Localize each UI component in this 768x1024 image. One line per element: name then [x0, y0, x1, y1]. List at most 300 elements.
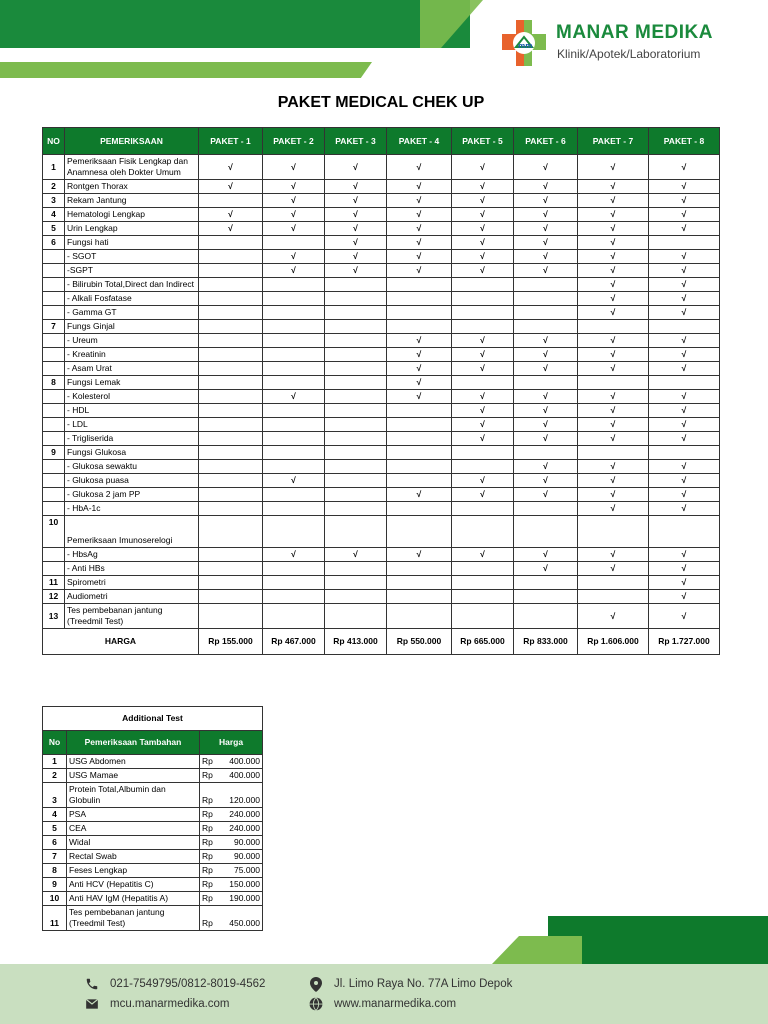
row-number: 6: [43, 236, 65, 250]
empty-cell: [263, 460, 325, 474]
price-value: 450.000: [229, 918, 260, 928]
currency: Rp: [202, 893, 213, 903]
check-mark: √: [578, 460, 649, 474]
exam-name: - Glukosa 2 jam PP: [65, 488, 199, 502]
check-mark: √: [649, 562, 720, 576]
empty-cell: [199, 404, 263, 418]
price-value: 400.000: [229, 770, 260, 780]
empty-cell: [263, 604, 325, 629]
additional-row: [43, 822, 263, 836]
empty-cell: [452, 292, 514, 306]
check-mark: √: [514, 208, 578, 222]
empty-cell: [263, 334, 325, 348]
additional-exam-name: Anti HAV IgM (Hepatitis A): [67, 892, 200, 906]
check-mark: √: [649, 502, 720, 516]
empty-cell: [387, 418, 452, 432]
check-mark: √: [263, 250, 325, 264]
check-mark: √: [649, 474, 720, 488]
currency: Rp: [202, 837, 213, 847]
table-row: [43, 250, 720, 264]
check-mark: √: [578, 474, 649, 488]
empty-cell: [387, 446, 452, 460]
check-mark: √: [387, 334, 452, 348]
row-number: 8: [43, 376, 65, 390]
check-mark: √: [514, 548, 578, 562]
check-mark: √: [514, 488, 578, 502]
empty-cell: [199, 236, 263, 250]
check-mark: √: [649, 278, 720, 292]
check-mark: √: [578, 348, 649, 362]
page-title: PAKET MEDICAL CHEK UP: [277, 94, 485, 111]
check-mark: √: [578, 488, 649, 502]
additional-price: [200, 892, 263, 906]
check-mark: √: [578, 502, 649, 516]
package-price: Rp 665.000: [452, 629, 514, 655]
additional-exam-name: Protein Total,Albumin dan Globulin: [67, 783, 200, 808]
price-value: 240.000: [229, 823, 260, 833]
row-number: 10: [43, 516, 65, 548]
check-mark: √: [578, 548, 649, 562]
check-mark: √: [649, 208, 720, 222]
empty-cell: [199, 418, 263, 432]
exam-name: - Kolesterol: [65, 390, 199, 404]
exam-name: - Anti HBs: [65, 562, 199, 576]
table-header-row: [43, 128, 720, 155]
table-row: [43, 194, 720, 208]
check-mark: √: [325, 250, 387, 264]
additional-row: [43, 783, 263, 808]
check-mark: √: [649, 576, 720, 590]
check-mark: √: [649, 264, 720, 278]
empty-cell: [387, 460, 452, 474]
currency: Rp: [202, 770, 213, 780]
empty-cell: [649, 376, 720, 390]
check-mark: √: [514, 250, 578, 264]
table-row: [43, 562, 720, 576]
empty-cell: [452, 576, 514, 590]
check-mark: √: [387, 362, 452, 376]
check-mark: √: [387, 194, 452, 208]
mail-icon: [84, 996, 100, 1012]
table-row: [43, 404, 720, 418]
empty-cell: [263, 576, 325, 590]
empty-cell: [325, 292, 387, 306]
exam-name: Pemeriksaan Fisik Lengkap dan Anamnesa oleh Dokter Umum: [65, 155, 199, 180]
empty-cell: [199, 590, 263, 604]
empty-cell: [325, 562, 387, 576]
exam-name: - HbsAg: [65, 548, 199, 562]
empty-cell: [199, 460, 263, 474]
row-number: [43, 460, 65, 474]
row-number: [43, 334, 65, 348]
table-row: [43, 155, 720, 180]
empty-cell: [325, 418, 387, 432]
empty-cell: [199, 548, 263, 562]
currency: Rp: [202, 879, 213, 889]
empty-cell: [514, 320, 578, 334]
column-header: PAKET - 1: [199, 128, 263, 155]
row-number: [43, 362, 65, 376]
phone-icon: [84, 976, 100, 992]
column-header: PAKET - 3: [325, 128, 387, 155]
exam-name: Pemeriksaan Imunoserelogi: [65, 516, 199, 548]
empty-cell: [578, 516, 649, 548]
empty-cell: [325, 432, 387, 446]
check-mark: √: [452, 488, 514, 502]
check-mark: √: [578, 432, 649, 446]
additional-price: [200, 808, 263, 822]
empty-cell: [325, 306, 387, 320]
empty-cell: [325, 320, 387, 334]
check-mark: √: [263, 474, 325, 488]
empty-cell: [199, 278, 263, 292]
empty-cell: [263, 516, 325, 548]
empty-cell: [325, 474, 387, 488]
check-mark: √: [325, 155, 387, 180]
table-row: [43, 460, 720, 474]
table-row: [43, 362, 720, 376]
brand-tagline: Klinik/Apotek/Laboratorium: [557, 47, 701, 61]
row-number: 3: [43, 783, 67, 808]
check-mark: √: [649, 390, 720, 404]
check-mark: √: [514, 362, 578, 376]
empty-cell: [199, 348, 263, 362]
price-value: 190.000: [229, 893, 260, 903]
globe-icon: [308, 996, 324, 1012]
price-row: [43, 629, 720, 655]
exam-name: - SGOT: [65, 250, 199, 264]
check-mark: √: [514, 432, 578, 446]
check-mark: √: [452, 474, 514, 488]
column-header: PAKET - 4: [387, 128, 452, 155]
additional-exam-name: Rectal Swab: [67, 850, 200, 864]
row-number: [43, 250, 65, 264]
empty-cell: [199, 390, 263, 404]
table-row: [43, 474, 720, 488]
exam-name: Spirometri: [65, 576, 199, 590]
package-price: Rp 155.000: [199, 629, 263, 655]
empty-cell: [514, 376, 578, 390]
check-mark: √: [387, 348, 452, 362]
row-number: 1: [43, 755, 67, 769]
currency: Rp: [202, 809, 213, 819]
empty-cell: [325, 576, 387, 590]
empty-cell: [387, 590, 452, 604]
table-row: [43, 320, 720, 334]
empty-cell: [452, 376, 514, 390]
check-mark: √: [387, 264, 452, 278]
empty-cell: [325, 502, 387, 516]
check-mark: √: [578, 208, 649, 222]
check-mark: √: [649, 488, 720, 502]
additional-row: [43, 864, 263, 878]
exam-name: Urin Lengkap: [65, 222, 199, 236]
row-number: 7: [43, 850, 67, 864]
address-text: Jl. Limo Raya No. 77A Limo Depok: [334, 978, 513, 990]
column-header: PAKET - 8: [649, 128, 720, 155]
check-mark: √: [199, 180, 263, 194]
empty-cell: [452, 516, 514, 548]
price-value: 150.000: [229, 879, 260, 889]
empty-cell: [649, 446, 720, 460]
check-mark: √: [263, 180, 325, 194]
row-number: 2: [43, 769, 67, 783]
empty-cell: [452, 460, 514, 474]
price-value: 400.000: [229, 756, 260, 766]
check-mark: √: [387, 236, 452, 250]
exam-name: - Alkali Fosfatase: [65, 292, 199, 306]
footer-address: [308, 976, 512, 992]
check-mark: √: [325, 180, 387, 194]
row-number: 11: [43, 576, 65, 590]
additional-price: [200, 783, 263, 808]
empty-cell: [649, 320, 720, 334]
row-number: 7: [43, 320, 65, 334]
empty-cell: [452, 604, 514, 629]
check-mark: √: [514, 418, 578, 432]
check-mark: √: [514, 264, 578, 278]
empty-cell: [263, 348, 325, 362]
exam-name: - Trigliserida: [65, 432, 199, 446]
empty-cell: [263, 320, 325, 334]
table-row: [43, 418, 720, 432]
empty-cell: [514, 292, 578, 306]
empty-cell: [387, 432, 452, 446]
exam-name: -SGPT: [65, 264, 199, 278]
empty-cell: [514, 516, 578, 548]
check-mark: √: [649, 548, 720, 562]
check-mark: √: [578, 278, 649, 292]
empty-cell: [514, 278, 578, 292]
exam-name: Fungsi Lemak: [65, 376, 199, 390]
check-mark: √: [649, 604, 720, 629]
row-number: [43, 306, 65, 320]
check-mark: √: [514, 390, 578, 404]
check-mark: √: [514, 562, 578, 576]
check-mark: √: [452, 236, 514, 250]
check-mark: √: [578, 404, 649, 418]
empty-cell: [199, 250, 263, 264]
column-header: PAKET - 2: [263, 128, 325, 155]
row-number: 13: [43, 604, 65, 629]
empty-cell: [263, 446, 325, 460]
check-mark: √: [199, 208, 263, 222]
check-mark: √: [452, 250, 514, 264]
row-number: 8: [43, 864, 67, 878]
empty-cell: [387, 502, 452, 516]
check-mark: √: [578, 236, 649, 250]
empty-cell: [452, 562, 514, 576]
svg-text:mm: mm: [518, 42, 533, 50]
check-mark: √: [452, 390, 514, 404]
column-header: PAKET - 7: [578, 128, 649, 155]
check-mark: √: [387, 390, 452, 404]
empty-cell: [199, 604, 263, 629]
empty-cell: [649, 516, 720, 548]
exam-name: Fungsi Glukosa: [65, 446, 199, 460]
additional-exam-name: Feses Lengkap: [67, 864, 200, 878]
empty-cell: [199, 362, 263, 376]
empty-cell: [199, 446, 263, 460]
table-row: [43, 208, 720, 222]
empty-cell: [263, 306, 325, 320]
additional-price: [200, 755, 263, 769]
exam-name: Fungsi hati: [65, 236, 199, 250]
empty-cell: [199, 194, 263, 208]
empty-cell: [387, 320, 452, 334]
table-row: [43, 590, 720, 604]
row-number: 4: [43, 208, 65, 222]
row-number: 10: [43, 892, 67, 906]
table-row: [43, 236, 720, 250]
currency: Rp: [202, 756, 213, 766]
empty-cell: [387, 604, 452, 629]
empty-cell: [199, 334, 263, 348]
empty-cell: [199, 562, 263, 576]
price-value: 120.000: [229, 795, 260, 805]
additional-row: [43, 892, 263, 906]
check-mark: √: [199, 222, 263, 236]
row-number: [43, 278, 65, 292]
empty-cell: [514, 306, 578, 320]
empty-cell: [452, 306, 514, 320]
check-mark: √: [387, 155, 452, 180]
additional-price: [200, 850, 263, 864]
empty-cell: [263, 278, 325, 292]
row-number: [43, 488, 65, 502]
additional-test-table: [42, 706, 263, 931]
check-mark: √: [452, 404, 514, 418]
check-mark: √: [452, 155, 514, 180]
check-mark: √: [578, 390, 649, 404]
check-mark: √: [578, 194, 649, 208]
check-mark: √: [452, 334, 514, 348]
check-mark: √: [514, 222, 578, 236]
table-row: [43, 180, 720, 194]
row-number: [43, 292, 65, 306]
price-label: HARGA: [43, 629, 199, 655]
additional-row: [43, 850, 263, 864]
check-mark: √: [263, 264, 325, 278]
row-number: [43, 502, 65, 516]
table-row: [43, 446, 720, 460]
check-mark: √: [649, 432, 720, 446]
currency: Rp: [202, 823, 213, 833]
additional-row: [43, 755, 263, 769]
check-mark: √: [649, 404, 720, 418]
row-number: 9: [43, 878, 67, 892]
check-mark: √: [514, 180, 578, 194]
empty-cell: [387, 404, 452, 418]
exam-name: - LDL: [65, 418, 199, 432]
empty-cell: [578, 576, 649, 590]
table-row: [43, 278, 720, 292]
check-mark: √: [649, 222, 720, 236]
check-mark: √: [387, 208, 452, 222]
phone-text: 021-7549795/0812-8019-4562: [110, 978, 266, 990]
empty-cell: [199, 264, 263, 278]
additional-price: [200, 878, 263, 892]
exam-name: - Bilirubin Total,Direct dan Indirect: [65, 278, 199, 292]
check-mark: √: [649, 418, 720, 432]
exam-name: - HDL: [65, 404, 199, 418]
empty-cell: [325, 278, 387, 292]
check-mark: √: [514, 155, 578, 180]
row-number: [43, 474, 65, 488]
exam-name: Tes pembebanan jantung (Treedmil Test): [65, 604, 199, 629]
check-mark: √: [578, 306, 649, 320]
table-row: [43, 488, 720, 502]
check-mark: √: [514, 474, 578, 488]
currency: Rp: [202, 795, 213, 805]
row-number: [43, 404, 65, 418]
check-mark: √: [263, 155, 325, 180]
empty-cell: [452, 320, 514, 334]
additional-exam-name: PSA: [67, 808, 200, 822]
price-value: 90.000: [234, 837, 260, 847]
check-mark: √: [452, 180, 514, 194]
check-mark: √: [578, 562, 649, 576]
additional-price: [200, 822, 263, 836]
row-number: [43, 548, 65, 562]
empty-cell: [263, 292, 325, 306]
check-mark: √: [578, 292, 649, 306]
additional-row: [43, 808, 263, 822]
check-mark: √: [263, 222, 325, 236]
row-number: [43, 432, 65, 446]
empty-cell: [578, 320, 649, 334]
exam-name: - Ureum: [65, 334, 199, 348]
row-number: 11: [43, 906, 67, 931]
empty-cell: [199, 576, 263, 590]
check-mark: √: [578, 362, 649, 376]
check-mark: √: [452, 264, 514, 278]
exam-name: Rekam Jantung: [65, 194, 199, 208]
empty-cell: [263, 432, 325, 446]
check-mark: √: [578, 155, 649, 180]
check-mark: √: [649, 180, 720, 194]
row-number: 6: [43, 836, 67, 850]
check-mark: √: [387, 222, 452, 236]
row-number: 3: [43, 194, 65, 208]
manar-medika-logo: [498, 18, 550, 68]
package-price: Rp 550.000: [387, 629, 452, 655]
check-mark: √: [578, 334, 649, 348]
check-mark: √: [514, 334, 578, 348]
empty-cell: [387, 562, 452, 576]
website-text: www.manarmedika.com: [334, 998, 457, 1010]
empty-cell: [387, 576, 452, 590]
empty-cell: [199, 474, 263, 488]
check-mark: √: [263, 548, 325, 562]
price-value: 75.000: [234, 865, 260, 875]
table-row: [43, 390, 720, 404]
check-mark: √: [578, 222, 649, 236]
empty-cell: [325, 488, 387, 502]
table-row: [43, 604, 720, 629]
exam-name: Fungs Ginjal: [65, 320, 199, 334]
additional-column-header: Pemeriksaan Tambahan: [67, 731, 200, 755]
row-number: 2: [43, 180, 65, 194]
empty-cell: [452, 278, 514, 292]
additional-exam-name: USG Abdomen: [67, 755, 200, 769]
brand-name: MANAR MEDIKA: [556, 22, 713, 43]
table-row: [43, 502, 720, 516]
empty-cell: [514, 576, 578, 590]
check-mark: √: [578, 180, 649, 194]
empty-cell: [578, 446, 649, 460]
header-stripe: [0, 62, 372, 78]
